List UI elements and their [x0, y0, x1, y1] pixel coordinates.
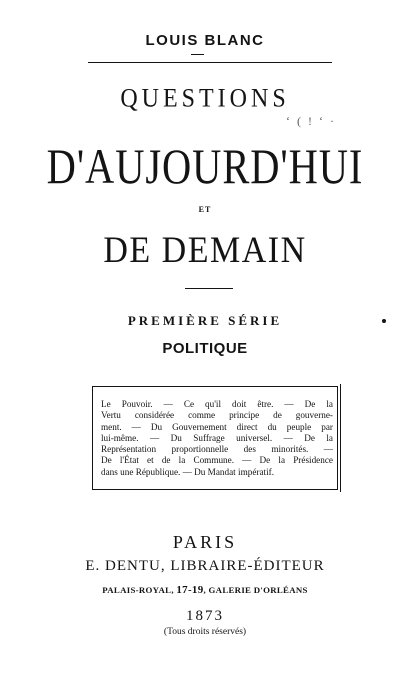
contents-line: Représentation proportionnelle des minorités. — [101, 444, 333, 455]
address-suffix: , GALERIE D'ORLÉANS [203, 585, 308, 595]
imprint-rights: (Tous droits réservés) [163, 627, 247, 637]
contents-text [101, 399, 333, 478]
imprint-address [0, 584, 410, 596]
contents-box [92, 386, 338, 490]
author-name: LOUIS BLANC [145, 32, 265, 49]
contents-line: lui-même. — Du Suffrage universel. — De la [101, 432, 333, 443]
handwritten-annotation: ‘ ( ! ‘ · [286, 114, 336, 128]
contents-line: Le Pouvoir. — Ce qu'il doit être. — De la [101, 399, 333, 409]
ink-mark [191, 54, 204, 55]
short-rule [185, 288, 233, 289]
contents-line: ment. — Du Gouvernement direct du peuple par [101, 421, 333, 432]
imprint-publisher: E. DENTU, LIBRAIRE-ÉDITEUR [85, 558, 325, 574]
ink-dot [382, 319, 386, 323]
subject-label: POLITIQUE [162, 340, 248, 357]
series-label: PREMIÈRE SÉRIE [127, 313, 283, 328]
contents-line: dans une République. — Du Mandat impératif. [101, 466, 274, 477]
title-line-1: QUESTIONS [120, 84, 290, 113]
title-line-2: D'AUJOURD'HUI [46, 139, 364, 194]
imprint-city: PARIS [172, 532, 238, 552]
imprint-year: 1873 [186, 608, 224, 624]
title-line-3: DE DEMAIN [103, 230, 307, 271]
contents-line: Vertu considérée comme principe de gouverne- [101, 410, 333, 421]
box-shadow-rule [340, 384, 341, 492]
address-numbers: 17-19 [176, 584, 204, 596]
top-rule [88, 62, 332, 63]
title-conjunction: ET [198, 205, 212, 214]
contents-line: De l'État et de la Commune. — De la Présidence [101, 455, 333, 466]
address-prefix: PALAIS-ROYAL, [102, 585, 177, 595]
